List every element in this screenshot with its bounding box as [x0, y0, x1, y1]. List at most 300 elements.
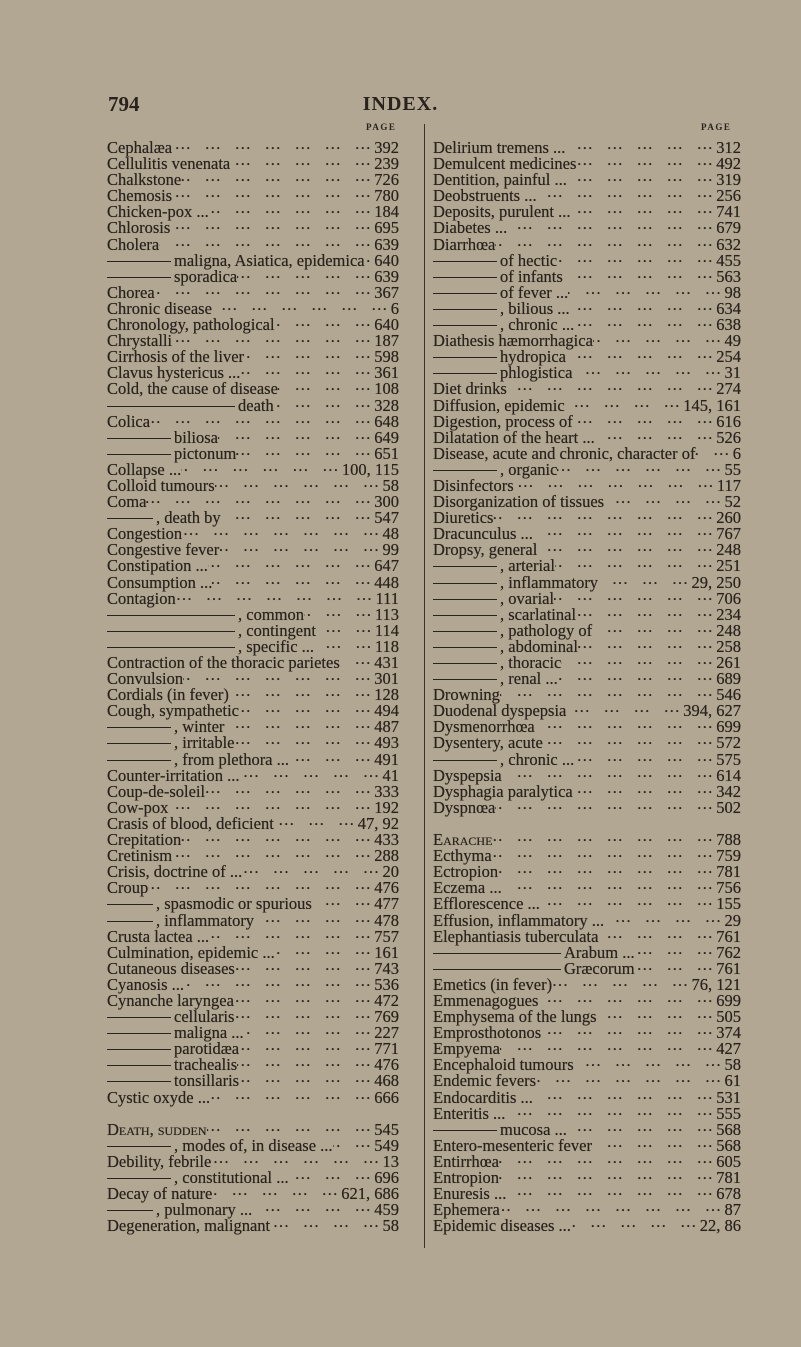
dot-leader [499, 1151, 716, 1167]
dot-leader [593, 330, 725, 346]
index-entry [107, 1038, 399, 1059]
right-column-page-heading: PAGE [701, 122, 732, 132]
dot-leader [275, 314, 375, 330]
entry-page-number: 114 [374, 620, 399, 640]
index-entry [107, 813, 399, 833]
entry-label: Crasis of blood, deficient [107, 813, 274, 833]
entry-label: of infants [500, 266, 563, 286]
entry-page-number: 769 [374, 1007, 399, 1027]
entry-page-number: 58 [382, 475, 399, 495]
dot-leader [604, 491, 724, 507]
ditto-dash [107, 406, 235, 407]
index-entry [107, 1151, 399, 1171]
dot-leader [565, 137, 716, 153]
entry-label: Chlorosis [107, 218, 171, 238]
entry-label: Cretinism [107, 846, 173, 866]
entry-label: of fever ... [500, 282, 569, 302]
dot-leader [289, 749, 374, 765]
entry-page-number: 638 [716, 315, 741, 335]
entry-page-number: 6 [732, 443, 741, 463]
index-entry [433, 395, 741, 415]
index-entry [107, 330, 399, 351]
entry-page-number: 117 [716, 475, 741, 495]
dot-leader [218, 427, 374, 443]
dot-leader [234, 990, 374, 1006]
dot-leader [172, 185, 374, 201]
dot-leader [184, 974, 374, 990]
index-entry [433, 958, 741, 978]
entry-page-number: 526 [716, 427, 741, 447]
entry-page-number: 756 [716, 878, 741, 898]
entry-page-number: 761 [716, 958, 741, 978]
entry-page-number: 118 [374, 636, 399, 656]
entry-page-number: 478 [374, 910, 399, 930]
index-entry [433, 1038, 741, 1059]
dot-leader [211, 1151, 382, 1167]
dot-leader [555, 555, 716, 571]
entry-label: , specific ... [238, 636, 315, 656]
index-entry [433, 137, 741, 157]
dot-leader [234, 732, 374, 748]
entry-label: Diuretics [433, 508, 494, 528]
entry-label: , inflammatory [156, 910, 255, 930]
dot-leader [224, 716, 374, 732]
page-title: INDEX. [362, 93, 439, 115]
dot-leader [146, 491, 374, 507]
index-entry [107, 684, 399, 705]
index-entry [107, 1054, 399, 1075]
dot-leader [333, 1135, 375, 1151]
dot-leader [365, 250, 375, 266]
entry-label: Chorea [107, 282, 155, 302]
dot-leader [492, 845, 717, 861]
entry-label: Chicken-pox ... [107, 202, 209, 222]
dot-leader [541, 1022, 716, 1038]
ditto-dash [433, 1130, 497, 1131]
entry-label: Arabum ... [564, 942, 635, 962]
dot-leader [576, 153, 716, 169]
entry-page-number: 427 [716, 1039, 741, 1059]
index-entry [433, 652, 741, 672]
entry-page-number: 647 [374, 556, 399, 576]
ditto-dash [107, 727, 171, 728]
dot-leader [210, 1087, 374, 1103]
entry-label: , arterial [500, 556, 555, 576]
index-entry [433, 1215, 741, 1236]
entry-page-number: 187 [374, 331, 399, 351]
entry-page-number: 575 [716, 749, 741, 769]
index-entry [433, 716, 741, 737]
dot-leader [568, 282, 724, 298]
dot-leader [533, 523, 716, 539]
ditto-dash [107, 743, 171, 744]
dot-leader [554, 588, 716, 604]
index-entry [107, 829, 399, 850]
entry-page-number: 648 [374, 411, 399, 431]
index-entry [433, 330, 741, 351]
index-entry [433, 1022, 741, 1043]
index-entry [433, 507, 741, 528]
dot-leader [230, 153, 374, 169]
index-entry [107, 893, 399, 914]
ditto-dash [433, 357, 497, 358]
entry-label: Efflorescence ... [433, 894, 540, 914]
index-entry [433, 1183, 741, 1204]
entry-label: , ovarial [500, 588, 555, 608]
entry-page-number: 634 [716, 298, 741, 318]
index-entry [107, 636, 399, 656]
ditto-dash [433, 373, 497, 374]
dot-leader [181, 829, 374, 845]
entry-label: Convulsion [107, 669, 184, 689]
index-entry [107, 427, 399, 447]
index-entry [107, 282, 399, 302]
entry-label: Entirrhœa [433, 1151, 499, 1171]
entry-page-number: 248 [716, 540, 741, 560]
entry-page-number: 254 [716, 347, 741, 367]
entry-page-number: 333 [374, 781, 399, 801]
index-entry [433, 314, 741, 335]
entry-label: Ephemera [433, 1200, 500, 1220]
index-entry [107, 459, 399, 479]
index-entry [433, 845, 741, 866]
entry-page-number: 13 [382, 1151, 399, 1171]
entry-label: parotidæa [174, 1039, 240, 1059]
entry-label: Cutaneous diseases [107, 958, 235, 978]
ditto-dash [107, 1210, 153, 1211]
entry-label: Entero-mesenteric fever [433, 1135, 592, 1155]
index-entry [433, 169, 741, 190]
dot-leader [505, 1103, 716, 1119]
entry-label: , scarlatinal [500, 604, 577, 624]
entry-label: , bilious ... [500, 298, 570, 318]
entry-page-number: 640 [374, 315, 399, 335]
entry-label: Diet drinks [433, 379, 507, 399]
entry-label: maligna ... [174, 1023, 244, 1043]
index-entry [107, 861, 399, 882]
entry-label: Cyanosis ... [107, 974, 185, 994]
dot-leader [316, 620, 375, 636]
index-entry [107, 1119, 399, 1139]
index-entry [107, 298, 399, 318]
ditto-dash [433, 293, 497, 294]
entry-label: , death by [156, 508, 221, 528]
entry-label: , renal ... [500, 669, 558, 689]
entry-page-number: 29, 250 [691, 572, 741, 592]
dot-leader [205, 781, 374, 797]
index-entry [107, 1183, 399, 1204]
index-entry [433, 201, 741, 222]
dot-leader [543, 732, 716, 748]
dot-leader [229, 684, 374, 700]
right-index-column [433, 137, 741, 1236]
dot-leader [159, 234, 374, 250]
entry-label: , chronic ... [500, 749, 575, 769]
entry-label: Dentition, painful ... [433, 170, 567, 190]
page-number: 794 [108, 92, 140, 116]
ditto-dash [107, 1049, 171, 1050]
dot-leader [500, 684, 716, 700]
dot-leader [252, 1199, 374, 1215]
entry-label: Crusta lactea ... [107, 926, 210, 946]
entry-label: Clavus hystericus ... [107, 363, 241, 383]
entry-label: , modes of, in disease ... [174, 1135, 333, 1155]
entry-page-number: 300 [374, 492, 399, 512]
index-entry [433, 411, 741, 431]
entry-page-number: 616 [716, 411, 741, 431]
entry-page-number: 696 [374, 1168, 399, 1187]
ditto-dash [107, 261, 171, 262]
entry-label: Cholera [107, 234, 160, 254]
index-entry [433, 282, 741, 302]
dot-leader [244, 346, 374, 362]
dot-leader [237, 266, 374, 282]
entry-page-number: 476 [374, 1055, 399, 1075]
left-column-page-heading: PAGE [366, 122, 397, 132]
entry-page-number: 689 [716, 669, 741, 689]
index-entry [433, 234, 741, 254]
ditto-dash [433, 566, 497, 567]
entry-page-number: 100, 115 [341, 459, 399, 479]
entry-page-number: 58 [382, 1216, 399, 1236]
entry-page-number: 258 [716, 636, 741, 656]
left-index-column [107, 137, 399, 1236]
entry-page-number: 572 [716, 733, 741, 753]
dot-leader [150, 411, 374, 427]
dot-leader [181, 169, 374, 185]
entry-page-number: 699 [716, 990, 741, 1010]
index-entry [107, 910, 399, 930]
ditto-dash [433, 615, 497, 616]
dot-leader [239, 1070, 374, 1086]
dot-leader [492, 829, 716, 845]
entry-label: , constitutional ... [174, 1168, 289, 1187]
entry-label: Chemosis [107, 186, 173, 206]
index-entry [107, 411, 399, 431]
index-entry [433, 217, 741, 238]
dot-leader [172, 845, 374, 861]
dot-leader [514, 475, 717, 491]
index-entry [433, 523, 741, 544]
index-entry [107, 926, 399, 946]
dot-leader [498, 861, 716, 877]
entry-page-number: 394, 627 [683, 701, 741, 721]
dot-leader [572, 362, 724, 378]
dot-leader [235, 958, 374, 974]
ditto-dash [107, 277, 171, 278]
index-entry [107, 234, 399, 254]
entry-label: Emetics (in fever) [433, 974, 553, 994]
entry-page-number: 192 [374, 797, 399, 817]
index-entry [107, 732, 399, 753]
dot-leader [695, 443, 732, 459]
entry-page-number: 145, 161 [683, 395, 741, 415]
entry-label: Effusion, inflammatory ... [433, 910, 605, 930]
dot-leader [576, 604, 716, 620]
index-entry [433, 829, 741, 850]
ditto-dash [107, 1146, 171, 1147]
entry-label: Degeneration, malignant [107, 1216, 271, 1236]
ditto-dash [107, 1081, 171, 1082]
dot-leader [597, 1006, 717, 1022]
entry-page-number: 568 [716, 1119, 741, 1139]
entry-label: Ecthyma [433, 846, 492, 866]
entry-label: mucosa ... [500, 1119, 567, 1139]
ditto-dash [433, 325, 497, 326]
entry-label: sporadica [174, 266, 238, 286]
entry-page-number: 555 [716, 1103, 741, 1123]
dot-leader [578, 636, 716, 652]
dot-leader [244, 1022, 375, 1038]
entry-page-number: 455 [716, 250, 741, 270]
ditto-dash [433, 583, 497, 584]
index-entry [107, 749, 399, 769]
index-entry [107, 266, 399, 286]
entry-label: Emmenagogues [433, 990, 539, 1010]
entry-label: Dracunculus ... [433, 524, 533, 544]
entry-page-number: 31 [724, 363, 741, 383]
dot-leader [168, 797, 374, 813]
dot-leader [535, 716, 717, 732]
ditto-dash [433, 631, 497, 632]
entry-label: Dilatation of the heart ... [433, 427, 595, 447]
column-divider [424, 124, 425, 1248]
index-entry [433, 926, 741, 946]
entry-page-number: 492 [716, 154, 741, 174]
dot-leader [598, 572, 691, 588]
entry-page-number: 113 [374, 604, 399, 624]
entry-label: Earache [433, 830, 493, 850]
entry-label: death [238, 395, 274, 415]
entry-label: Coup-de-soleil [107, 781, 206, 801]
entry-label: Diffusion, epidemic [433, 395, 565, 415]
entry-page-number: 640 [374, 250, 399, 270]
entry-label: pictonum [174, 443, 237, 463]
entry-page-number: 184 [374, 202, 399, 222]
dot-leader [240, 765, 383, 781]
entry-label: , winter [174, 717, 225, 737]
entry-label: Consumption ... [107, 572, 213, 592]
entry-label: Chronic disease [107, 298, 212, 318]
index-entry [433, 684, 741, 705]
dot-leader [172, 137, 374, 153]
entry-label: Disinfectors [433, 475, 514, 495]
entry-label: Crepitation [107, 830, 182, 850]
entry-label: Chrystalli [107, 331, 173, 351]
index-entry [433, 604, 741, 624]
index-entry [107, 314, 399, 335]
entry-label: Constipation ... [107, 556, 208, 576]
index-entry [107, 845, 399, 866]
entry-page-number: 605 [716, 1151, 741, 1171]
dot-leader [212, 1183, 341, 1199]
entry-page-number: 598 [374, 347, 399, 367]
entry-page-number: 47, 92 [357, 813, 399, 833]
dot-leader [278, 378, 374, 394]
entry-label: tonsillaris [174, 1071, 240, 1091]
entry-page-number: 762 [716, 942, 741, 962]
entry-label: Disease, acute and chronic, character of [433, 443, 696, 463]
dot-leader [312, 893, 374, 909]
index-entry [433, 153, 741, 174]
dot-leader [506, 1183, 716, 1199]
entry-label: , pulmonary ... [156, 1200, 253, 1220]
entry-page-number: 448 [374, 572, 399, 592]
entry-page-number: 234 [716, 604, 741, 624]
entry-label: trachealis [174, 1055, 238, 1075]
entry-page-number: 41 [382, 765, 399, 785]
ditto-dash [433, 470, 497, 471]
entry-label: Emphysema of the lungs [433, 1007, 597, 1027]
ditto-dash [433, 277, 497, 278]
entry-page-number: 771 [374, 1039, 399, 1059]
entry-page-number: 374 [716, 1023, 741, 1043]
dot-leader [236, 443, 374, 459]
dot-leader [592, 1135, 716, 1151]
entry-label: Endemic fevers [433, 1071, 537, 1091]
entry-label: Collapse ... [107, 459, 182, 479]
dot-leader [567, 1119, 716, 1135]
entry-page-number: 706 [716, 588, 741, 608]
dot-leader [500, 1038, 716, 1054]
entry-page-number: 759 [716, 846, 741, 866]
entry-label: Culmination, epidemic ... [107, 942, 275, 962]
entry-label: Empyema [433, 1039, 500, 1059]
entry-page-number: 319 [716, 170, 741, 190]
entry-label: Contraction of the thoracic parietes [107, 653, 340, 672]
dot-leader [314, 636, 375, 652]
entry-label: Decay of nature [107, 1184, 213, 1204]
index-entry [433, 893, 741, 914]
dot-leader [237, 1054, 374, 1070]
dot-leader [574, 1054, 725, 1070]
entry-label: , thoracic [500, 653, 562, 672]
index-entry [433, 797, 741, 817]
entry-page-number: 52 [724, 492, 741, 512]
index-entry [107, 620, 399, 640]
dot-leader [507, 217, 716, 233]
dot-leader [557, 459, 724, 475]
entry-label: Ectropion [433, 862, 499, 882]
index-entry [107, 958, 399, 978]
entry-page-number: 549 [374, 1135, 399, 1155]
dot-leader [595, 427, 717, 443]
ditto-dash [433, 647, 497, 648]
ditto-dash [433, 663, 497, 664]
ditto-dash [433, 261, 497, 262]
dot-leader [574, 749, 716, 765]
entry-label: Congestive fever [107, 540, 220, 560]
entry-page-number: 261 [716, 653, 741, 672]
entry-page-number: 6 [390, 298, 399, 318]
entry-label: hydropica [500, 347, 566, 367]
dot-leader [558, 668, 717, 684]
entry-label: Encephaloid tumours [433, 1055, 574, 1075]
entry-label: Contagion [107, 588, 176, 608]
dot-leader [635, 958, 717, 974]
entry-label: , spasmodic or spurious [156, 894, 312, 914]
dot-leader [533, 1087, 716, 1103]
index-entry [107, 217, 399, 238]
entry-label: Eczema ... [433, 878, 502, 898]
entry-label: , organic [500, 459, 558, 479]
ditto-dash [107, 921, 153, 922]
dot-leader [563, 266, 716, 282]
entry-page-number: 632 [716, 234, 741, 254]
index-entry [107, 507, 399, 528]
entry-page-number: 502 [716, 797, 741, 817]
dot-leader [507, 378, 716, 394]
